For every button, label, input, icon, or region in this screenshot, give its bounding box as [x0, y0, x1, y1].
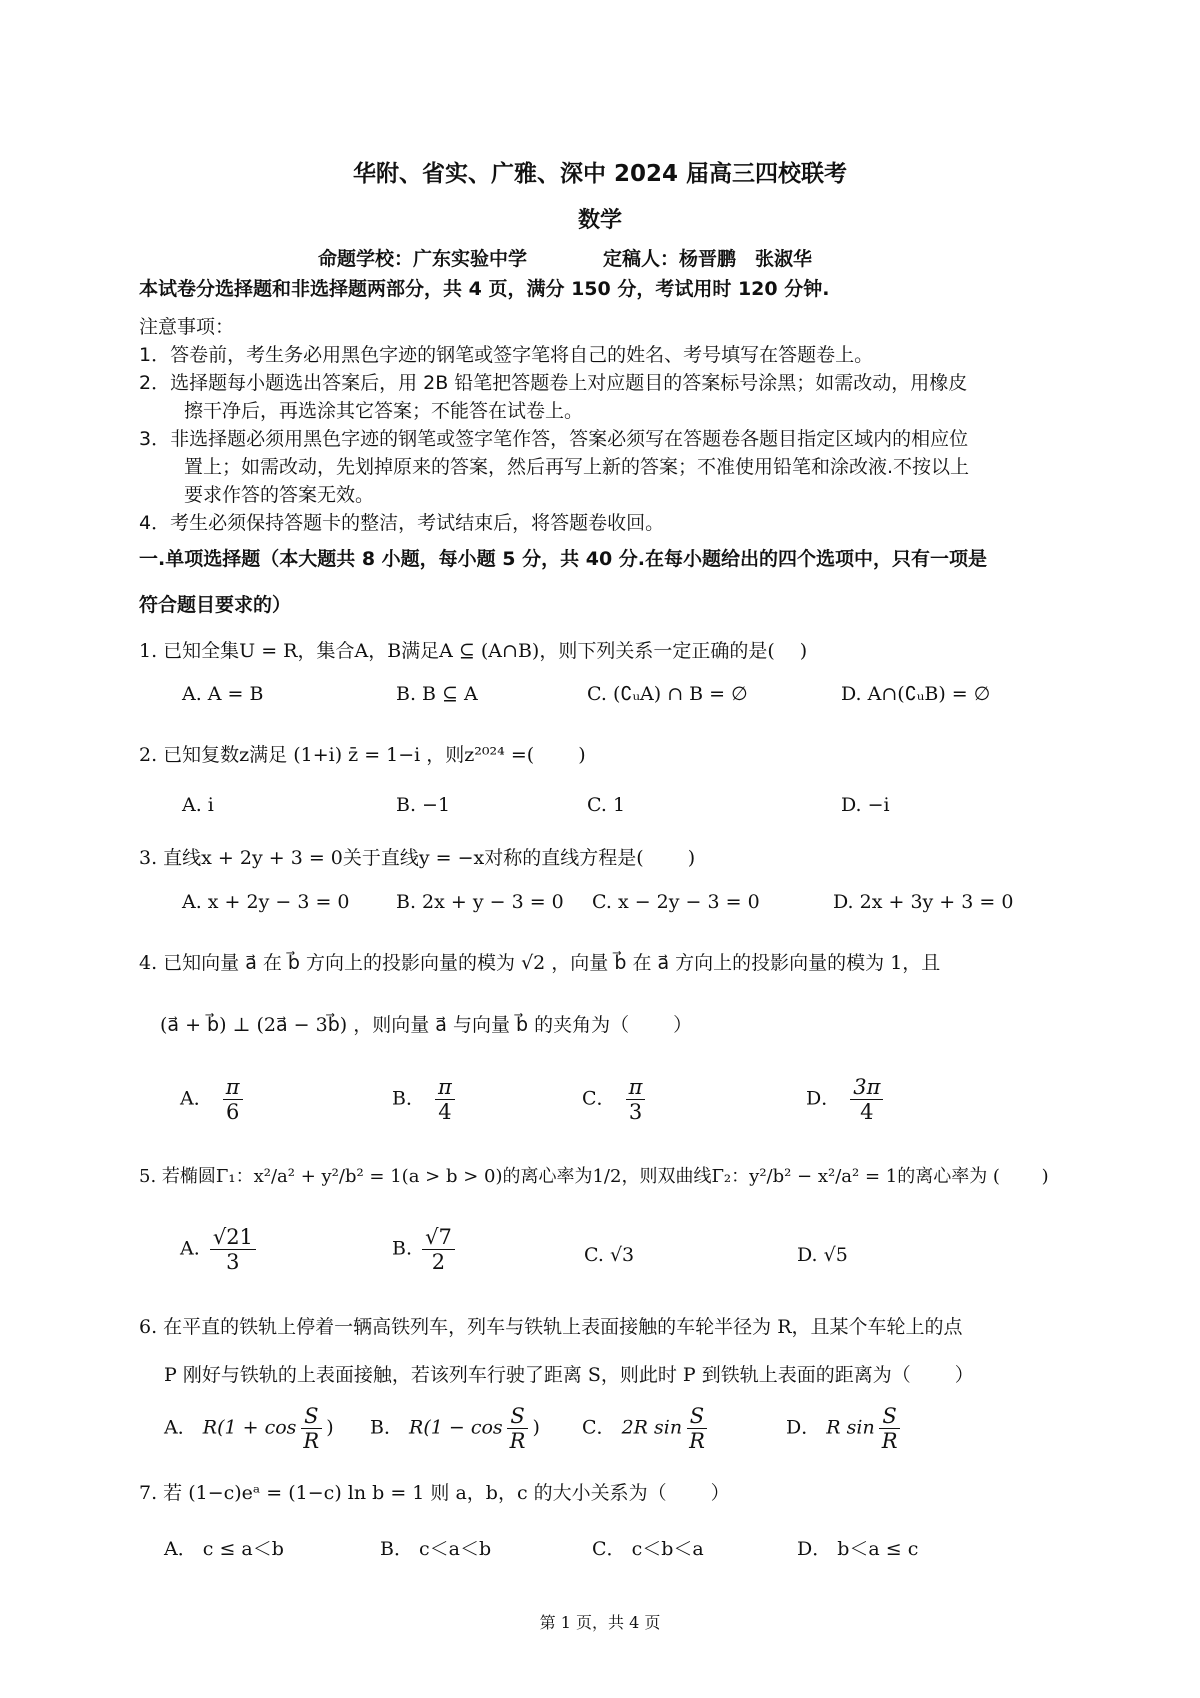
- question-5-option-b: B. $\frac{√7}{2}$: [392, 1225, 459, 1274]
- question-3-stem: 3. 直线x + 2y + 3 = 0关于直线y = −x对称的直线方程是( ): [139, 847, 696, 869]
- intro-text: 本试卷分选择题和非选择题两部分，共 4 页，满分 150 分，考试用时 120 分钟.: [139, 278, 830, 300]
- question-6-option-d: D． R sin $\frac{S}{R}$: [786, 1404, 905, 1453]
- fraction: $\frac{S}{R}$: [300, 1404, 322, 1453]
- fraction: $\frac{\pi}{4}$: [435, 1075, 455, 1124]
- fraction: $\frac{√7}{2}$: [422, 1225, 455, 1274]
- question-1-stem: 1. 已知全集U = R，集合A，B满足A ⊆ (A∩B)，则下列关系一定正确的是( ): [139, 640, 808, 662]
- question-1-option-c: C. (∁ᵤA) ∩ B = ∅: [587, 683, 748, 705]
- subject-title: 数学: [577, 208, 622, 233]
- section-heading: 一.单项选择题（本大题共 8 小题，每小题 5 分，共 40 分.在每小题给出的四个选项中，只有一项是: [139, 548, 988, 570]
- question-3-option-c: C. x − 2y − 3 = 0: [592, 891, 760, 913]
- question-6-option-c: C． 2R sin $\frac{S}{R}$: [582, 1404, 712, 1453]
- question-5-option-d: D. √5: [797, 1244, 848, 1266]
- question-1-option-b: B. B ⊆ A: [396, 683, 478, 705]
- question-1-option-a: A. A = B: [182, 683, 264, 705]
- question-7-option-c: C． c＜b＜a: [592, 1538, 704, 1560]
- question-2-stem: 2. 已知复数z满足 (1+i) z̄ = 1−i ，则z²⁰²⁴ =( ): [139, 744, 586, 766]
- question-2-option-c: C. 1: [587, 794, 626, 816]
- question-5-option-a: A. $\frac{√21}{3}$: [180, 1225, 260, 1274]
- fraction: $\frac{\pi}{3}$: [626, 1075, 646, 1124]
- section-heading-cont: 符合题目要求的）: [139, 594, 292, 616]
- question-5-stem: 5. 若椭圆Γ₁：x²/a² + y²/b² = 1(a > b > 0)的离心率为1/2，则双曲线Γ₂：y²/b² − x²/a² = 1的离心率为 ( ): [139, 1166, 1049, 1187]
- notes-heading: 注意事项：: [139, 316, 235, 338]
- note-item: 4．考生必须保持答题卡的整洁，考试结束后，将答题卷收回。: [139, 512, 665, 534]
- note-item: 2．选择题每小题选出答案后，用 2B 铅笔把答题卷上对应题目的答案标号涂黑；如需改动，用橡皮: [139, 372, 968, 394]
- note-item: 1．答卷前，考生务必用黑色字迹的钢笔或签字笔将自己的姓名、考号填写在答题卷上。: [139, 344, 874, 366]
- question-1-option-d: D. A∩(∁ᵤB) = ∅: [841, 683, 991, 705]
- question-6-option-a: A． R(1 + cos $\frac{S}{R}$ ): [164, 1404, 334, 1454]
- question-7-option-b: B． c＜a＜b: [380, 1538, 492, 1560]
- question-4-option-d: D． $\frac{3\pi}{4}$: [806, 1075, 887, 1124]
- fraction: $\frac{S}{R}$: [879, 1404, 901, 1453]
- question-3-option-a: A. x + 2y − 3 = 0: [182, 891, 350, 913]
- note-item: 置上；如需改动，先划掉原来的答案，然后再写上新的答案；不准使用铅笔和涂改液.不按以上: [184, 456, 970, 478]
- note-item: 擦干净后，再选涂其它答案；不能答在试卷上。: [184, 400, 584, 422]
- note-item: 3．非选择题必须用黑色字迹的钢笔或签字笔作答，答案必须写在答题卷各题目指定区域内的相应位: [139, 428, 969, 450]
- question-2-option-d: D. −i: [841, 794, 890, 816]
- question-7-stem: 7. 若 (1−c)eᵃ = (1−c) ln b = 1 则 a，b，c 的大小关系为（ ）: [139, 1482, 730, 1504]
- fraction: $\frac{√21}{3}$: [210, 1225, 256, 1274]
- question-3-option-b: B. 2x + y − 3 = 0: [396, 891, 564, 913]
- school-line: 命题学校：广东实验中学 定稿人：杨晋鹏 张淑华: [318, 248, 813, 270]
- question-4-stem-cont: (a⃗ + b⃗) ⊥ (2a⃗ − 3b⃗) ，则向量 a⃗ 与向量 b⃗ 的夹角为（ ）: [160, 1014, 693, 1036]
- question-5-option-c: C. √3: [584, 1244, 635, 1266]
- question-4-option-a: A． $\frac{\pi}{6}$: [180, 1075, 247, 1124]
- fraction: $\frac{3\pi}{4}$: [850, 1075, 883, 1124]
- fraction: $\frac{\pi}{6}$: [223, 1075, 243, 1124]
- question-6-option-b: B． R(1 − cos $\frac{S}{R}$ ): [370, 1404, 540, 1454]
- question-4-option-c: C． $\frac{\pi}{3}$: [582, 1075, 649, 1124]
- question-2-option-a: A. i: [182, 794, 214, 816]
- page-footer: 第 1 页，共 4 页: [539, 1613, 661, 1632]
- question-4-stem: 4. 已知向量 a⃗ 在 b⃗ 方向上的投影向量的模为 √2 ，向量 b⃗ 在 a⃗ 方向上的投影向量的模为 1，且: [139, 952, 941, 974]
- question-6-stem: 6. 在平直的铁轨上停着一辆高铁列车，列车与铁轨上表面接触的车轮半径为 R，且某个车轮上的点: [139, 1316, 963, 1338]
- fraction: $\frac{S}{R}$: [686, 1404, 708, 1453]
- question-6-stem-cont: P 刚好与铁轨的上表面接触，若该列车行驶了距离 S，则此时 P 到铁轨上表面的距离为（ ）: [164, 1364, 974, 1386]
- question-2-option-b: B. −1: [396, 794, 451, 816]
- question-7-option-d: D． b＜a ≤ c: [797, 1538, 919, 1560]
- question-4-option-b: B． $\frac{\pi}{4}$: [392, 1075, 459, 1124]
- fraction: $\frac{S}{R}$: [507, 1404, 529, 1453]
- note-item: 要求作答的答案无效。: [184, 484, 375, 506]
- exam-title: 华附、省实、广雅、深中 2024 届高三四校联考: [352, 161, 848, 187]
- question-3-option-d: D. 2x + 3y + 3 = 0: [833, 891, 1014, 913]
- question-7-option-a: A． c ≤ a＜b: [164, 1538, 284, 1560]
